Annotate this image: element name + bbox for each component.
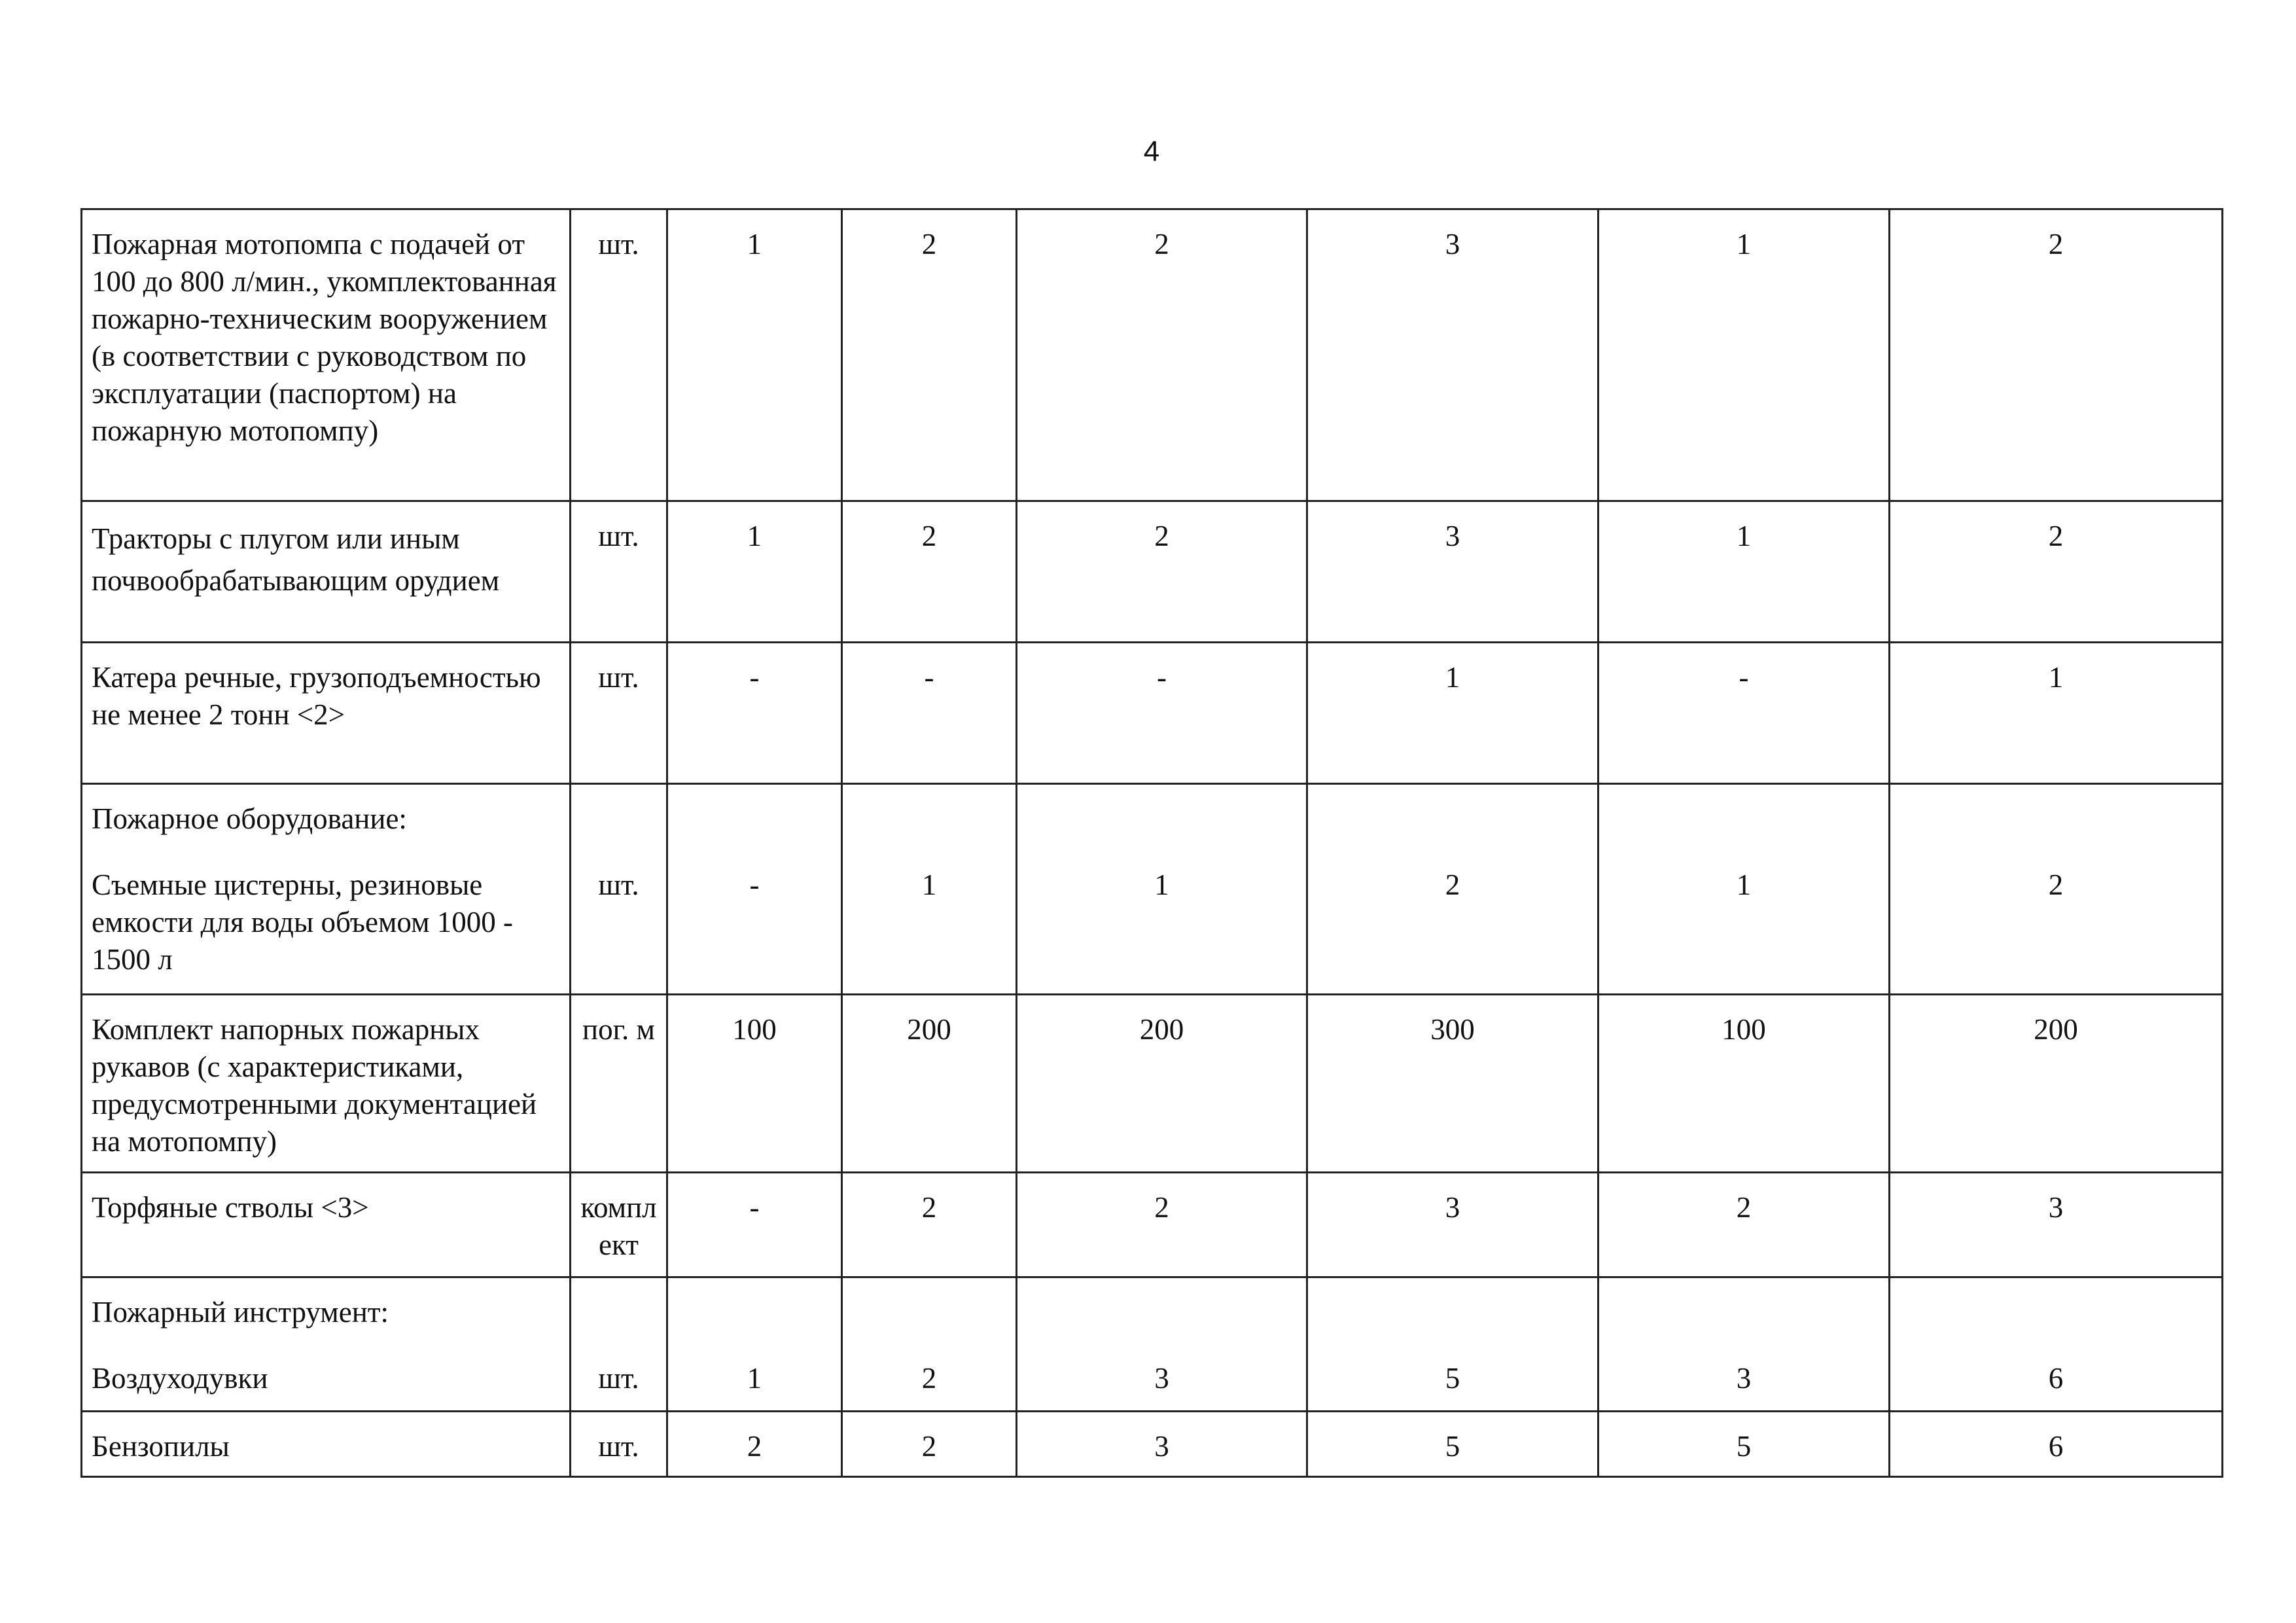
value-cell: 1: [667, 501, 842, 643]
unit-text: шт.: [598, 868, 639, 901]
value-cell: 5: [1307, 1412, 1598, 1477]
item-name-cell: Бензопилы: [82, 1412, 571, 1477]
value-cell: 2: [1890, 209, 2223, 501]
value-cell: 1: [1890, 643, 2223, 784]
value-cell: 3: [1890, 1173, 2223, 1277]
unit-cell: [571, 1277, 667, 1412]
value-cell: 2: [1598, 1173, 1890, 1277]
value-cell: 2: [842, 1412, 1017, 1477]
unit-cell: шт.: [571, 1412, 667, 1477]
item-name-cell: Пожарная мотопомпа с подачей от 100 до 800 л/мин., укомплектованная пожарно-техническим вооружением (в соответствии с руководством по эксплуатации (паспортом) на пожарную мотопомпу): [82, 209, 571, 501]
value-cell: 2: [842, 501, 1017, 643]
value-cell: 2: [1890, 501, 2223, 643]
value-cell: [667, 784, 842, 995]
value-cell: [842, 784, 1017, 995]
value-text: 5: [1445, 1362, 1460, 1395]
value-cell: 6: [1890, 1412, 2223, 1477]
value-text: 6: [2048, 1362, 2064, 1395]
unit-cell: комплект: [571, 1173, 667, 1277]
value-cell: 100: [1598, 995, 1890, 1173]
value-cell: 100: [667, 995, 842, 1173]
value-cell: [842, 1277, 1017, 1412]
unit-cell: шт.: [571, 643, 667, 784]
unit-cell: [571, 784, 667, 995]
value-cell: 200: [1017, 995, 1307, 1173]
value-cell: -: [1017, 643, 1307, 784]
value-cell: 2: [1017, 1173, 1307, 1277]
section-heading: Пожарное оборудование:: [92, 802, 407, 835]
value-cell: 300: [1307, 995, 1598, 1173]
item-name-cell: Катера речные, грузоподъемностью не менее 2 тонн <2>: [82, 643, 571, 784]
page-number: 4: [1143, 135, 1160, 168]
value-text: 1: [1736, 868, 1752, 901]
value-cell: 2: [842, 1173, 1017, 1277]
value-cell: [667, 1277, 842, 1412]
value-cell: 3: [1307, 209, 1598, 501]
value-cell: [1598, 1277, 1890, 1412]
value-cell: 2: [842, 209, 1017, 501]
value-text: 1: [921, 868, 937, 901]
value-cell: [1890, 784, 2223, 995]
table-row: [82, 1277, 2223, 1412]
table-row: [82, 784, 2223, 995]
value-text: 2: [2048, 868, 2064, 901]
section-heading: Пожарный инструмент:: [92, 1296, 389, 1329]
value-cell: [1598, 784, 1890, 995]
value-cell: [1017, 1277, 1307, 1412]
equipment-table: [80, 208, 2223, 1478]
value-cell: 1: [1307, 643, 1598, 784]
table-row: [82, 1173, 2223, 1277]
value-cell: [1017, 784, 1307, 995]
table-row: [82, 501, 2223, 643]
item-name-cell: [82, 784, 571, 995]
value-text: 1: [747, 1362, 762, 1395]
item-name-cell: Торфяные стволы <3>: [82, 1173, 571, 1277]
table-row: [82, 1412, 2223, 1477]
value-cell: 3: [1307, 501, 1598, 643]
value-cell: 200: [1890, 995, 2223, 1173]
value-cell: [1307, 784, 1598, 995]
value-cell: 2: [1017, 209, 1307, 501]
value-cell: [1890, 1277, 2223, 1412]
unit-cell: пог. м: [571, 995, 667, 1173]
value-cell: -: [842, 643, 1017, 784]
item-name-cell: [82, 1277, 571, 1412]
value-cell: 200: [842, 995, 1017, 1173]
value-cell: [1307, 1277, 1598, 1412]
value-cell: 2: [667, 1412, 842, 1477]
table-row: [82, 643, 2223, 784]
item-name-cell: [82, 501, 571, 643]
value-cell: 5: [1598, 1412, 1890, 1477]
value-cell: 1: [1598, 209, 1890, 501]
item-name: Тракторы с плугом или иным почвообрабатывающим орудием: [92, 522, 500, 597]
value-cell: 3: [1017, 1412, 1307, 1477]
value-text: 3: [1154, 1362, 1169, 1395]
item-name-cell: Комплект напорных пожарных рукавов (с характеристиками, предусмотренными документацией на мотопомпу): [82, 995, 571, 1173]
value-text: 2: [1445, 868, 1460, 901]
table-row: [82, 995, 2223, 1173]
item-name: Воздуходувки: [92, 1362, 268, 1395]
value-cell: -: [667, 643, 842, 784]
value-text: -: [749, 868, 760, 901]
value-cell: -: [667, 1173, 842, 1277]
value-text: 2: [921, 1362, 937, 1395]
unit-text: шт.: [598, 1362, 639, 1395]
value-cell: 3: [1307, 1173, 1598, 1277]
value-cell: 1: [1598, 501, 1890, 643]
unit-cell: шт.: [571, 209, 667, 501]
value-text: 1: [1154, 868, 1169, 901]
value-cell: -: [1598, 643, 1890, 784]
table-row: [82, 209, 2223, 501]
value-cell: 2: [1017, 501, 1307, 643]
unit-cell: шт.: [571, 501, 667, 643]
item-name: Съемные цистерны, резиновые емкости для воды объемом 1000 - 1500 л: [92, 868, 514, 976]
value-cell: 1: [667, 209, 842, 501]
value-text: 3: [1736, 1362, 1752, 1395]
